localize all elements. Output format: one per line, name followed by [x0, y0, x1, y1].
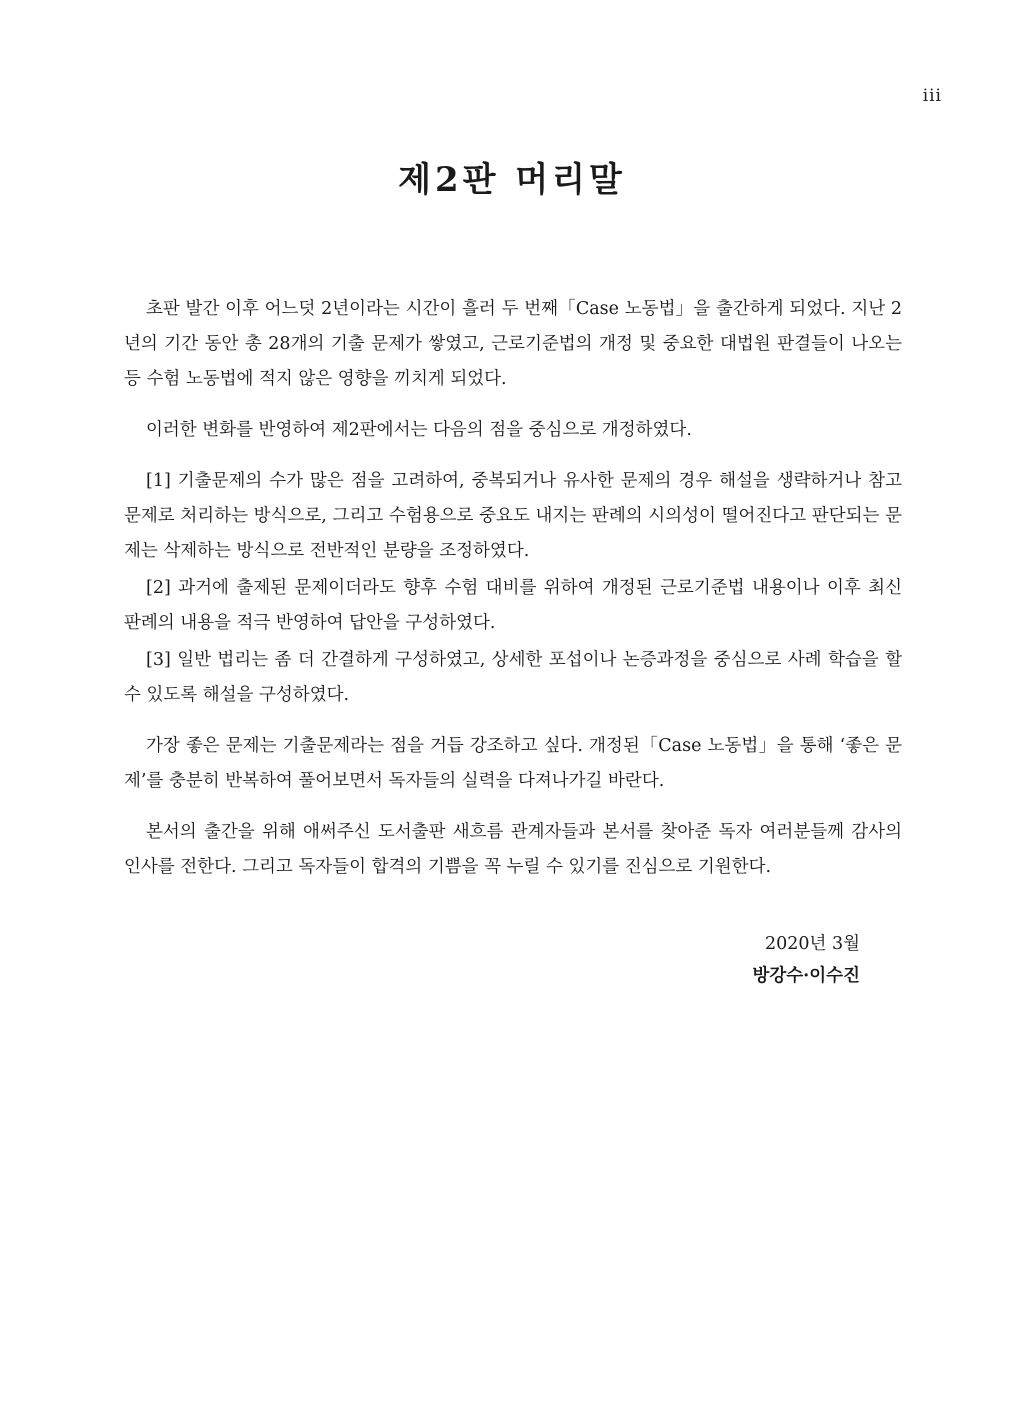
paragraph-intro: 초판 발간 이후 어느덧 2년이라는 시간이 흘러 두 번째「Case 노동법」을 출간하게 되었다. 지난 2년의 기간 동안 총 28개의 기출 문제가 쌓였고, 근로기준법의 개정 및 중요한 대법원 판결들이 나오는 등 수험 노동법에 적지 않은 영향을 끼치게 되었다. — [124, 299, 902, 389]
paragraph-emphasis: 가장 좋은 문제는 기출문제라는 점을 거듭 강조하고 싶다. 개정된「Case 노동법」을 통해 ‘좋은 문제’를 충분히 반복하여 풀어보면서 독자들의 실력을 다져나가길 바란다. — [124, 736, 902, 791]
preface-body — [124, 292, 902, 901]
paragraph-point-3: [3] 일반 법리는 좀 더 간결하게 구성하였고, 상세한 포섭이나 논증과정을 중심으로 사례 학습을 할 수 있도록 해설을 구성하였다. — [124, 650, 902, 705]
page-number: iii — [922, 86, 942, 106]
paragraph-point-2: [2] 과거에 출제된 문제이더라도 향후 수험 대비를 위하여 개정된 근로기준법 내용이나 이후 최신 판례의 내용을 적극 반영하여 답안을 구성하였다. — [124, 578, 902, 633]
paragraph-point-1: [1] 기출문제의 수가 많은 점을 고려하여, 중복되거나 유사한 문제의 경우 해설을 생략하거나 참고문제로 처리하는 방식으로, 그리고 수험용으로 중요도 내지는 판례의 시의성이 떨어진다고 판단되는 문제는 삭제하는 방식으로 전반적인 분량을 조정하였다. — [124, 471, 902, 561]
signature-authors: 방강수·이수진 — [752, 966, 860, 986]
paragraph-revision-summary: 이러한 변화를 반영하여 제2판에서는 다음의 점을 중심으로 개정하였다. — [146, 420, 692, 440]
signature-date: 2020년 3월 — [764, 934, 860, 954]
paragraph-thanks: 본서의 출간을 위해 애써주신 도서출판 새흐름 관계자들과 본서를 찾아준 독자 여러분들께 감사의 인사를 전한다. 그리고 독자들이 합격의 기쁨을 꼭 누릴 수 있기를 진심으로 기원한다. — [124, 822, 902, 877]
signature-block — [660, 928, 860, 992]
page-title: 제2판 머리말 — [398, 160, 626, 200]
